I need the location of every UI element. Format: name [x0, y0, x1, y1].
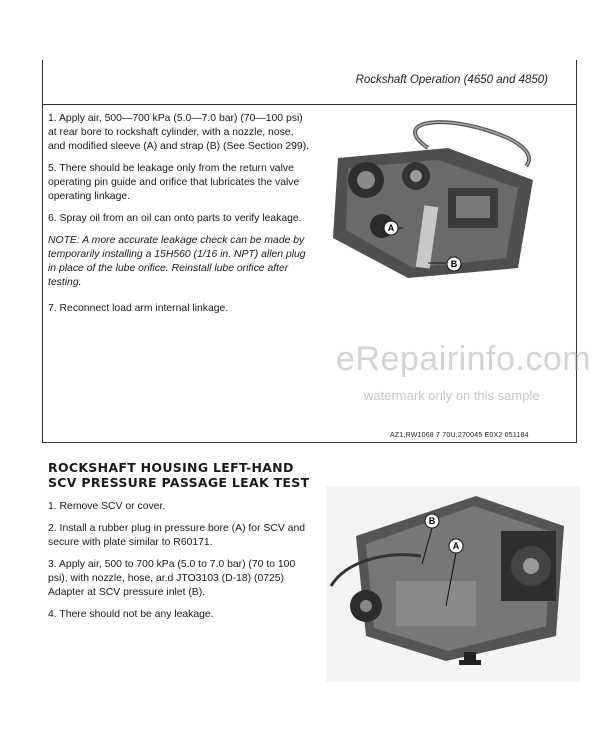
- rockshaft-housing-photo: [326, 486, 580, 682]
- callout-a-2: A: [452, 541, 460, 551]
- page-header-title: Rockshaft Operation (4650 and 4850): [355, 74, 548, 86]
- note: NOTE: A more accurate leakage check can be made by temporarily installing a 15H560 (1/16 in. NPT) allen plug in place of the lube orifice. Reinstall lube orifice after testing.: [48, 235, 306, 288]
- s2-step-1: 1. Remove SCV or cover.: [48, 501, 166, 512]
- section1-bottom-rule: [42, 442, 577, 443]
- reference-code: AZ1,RW1068 7 70U,270045 E0X2 051184: [390, 432, 529, 439]
- section1-left-border: [42, 104, 43, 442]
- watermark-main: eRepairinfo.com: [336, 340, 592, 378]
- frame-right-top: [576, 60, 577, 106]
- step-4: 1. Apply air, 500—700 kPa (5.0—7.0 bar) (70—100 psi) at rear bore to rockshaft cylinder, with a nozzle, nose, and modified sleeve (A) and strap (B) (See Section 299).: [48, 113, 310, 152]
- section1-text: [48, 112, 310, 324]
- header-rule: [42, 104, 577, 105]
- callout-b-2: B: [428, 516, 436, 526]
- step-6: 6. Spray oil from an oil can onto parts to verify leakage.: [48, 213, 302, 224]
- callout-a-1: A: [387, 223, 395, 233]
- watermark-sub: watermark only on this sample: [364, 388, 540, 403]
- section2-text: [48, 500, 314, 630]
- rockshaft-valve-photo: [328, 118, 576, 298]
- step-7: 7. Reconnect load arm internal linkage.: [48, 303, 229, 314]
- section1-right-border: [576, 104, 577, 442]
- section2-title: ROCKSHAFT HOUSING LEFT-HAND SCV PRESSURE PASSAGE LEAK TEST: [48, 460, 310, 490]
- s2-step-4: 4. There should not be any leakage.: [48, 609, 214, 620]
- callout-b-1: B: [450, 259, 458, 269]
- s2-step-3: 3. Apply air, 500 to 700 kPa (5.0 to 7.0 bar) (70 to 100 psi), with nozzle, hose, ar.d JTO3103 (D-18) (0725) Adapter at SCV pressure inlet (B).: [48, 559, 296, 598]
- s2-step-2: 2. Install a rubber plug in pressure bore (A) for SCV and secure with plate similar to R60171.: [48, 523, 306, 548]
- step-5: 5. There should be leakage only from the return valve operating pin guide and orifice that lubricates the valve operating linkage.: [48, 163, 300, 202]
